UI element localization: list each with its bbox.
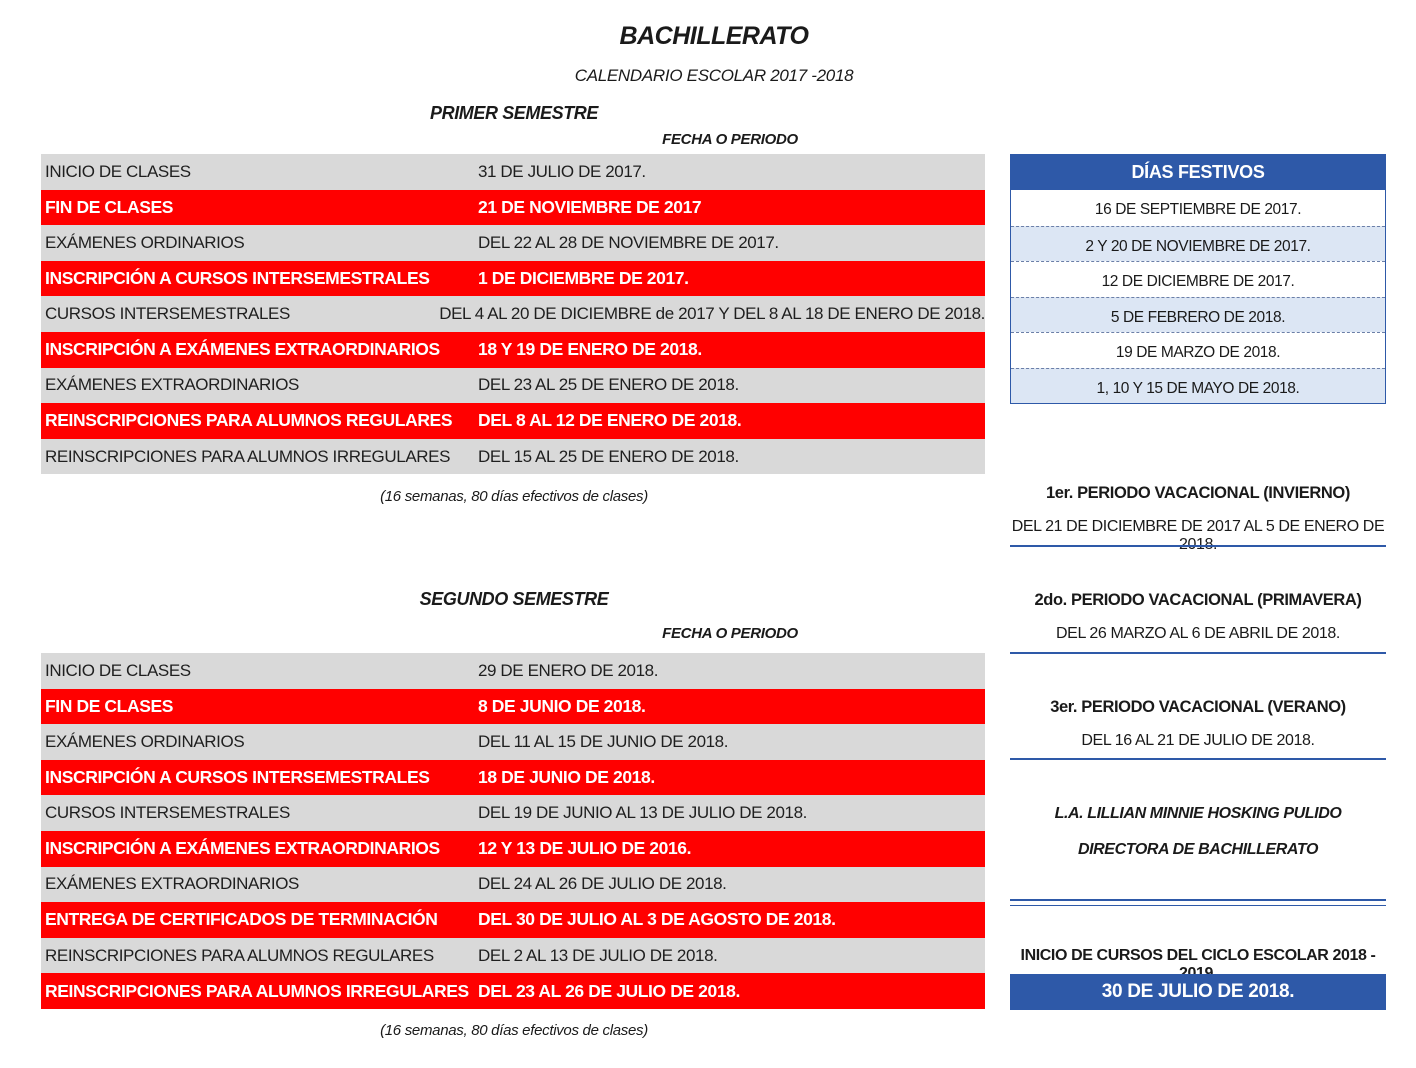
event-cell: EXÁMENES ORDINARIOS: [45, 731, 245, 751]
event-cell: REINSCRIPCIONES PARA ALUMNOS IRREGULARES: [45, 446, 451, 466]
table-row: [41, 724, 985, 760]
event-cell: INICIO DE CLASES: [45, 660, 191, 680]
date-cell: DEL 8 AL 12 DE ENERO DE 2018.: [478, 410, 742, 431]
date-cell: DEL 4 AL 20 DE DICIEMBRE de 2017 Y DEL 8 AL 18 DE ENERO DE 2018.: [439, 304, 985, 324]
semester1-column-header: FECHA O PERIODO: [662, 131, 798, 148]
event-cell: FIN DE CLASES: [45, 196, 174, 217]
event-cell: INSCRIPCIÓN A CURSOS INTERSEMESTRALES: [45, 767, 430, 788]
holidays-box: [1010, 154, 1386, 404]
divider: [1010, 758, 1386, 760]
table-row: [41, 296, 985, 332]
holiday-item: 12 DE DICIEMBRE DE 2017.: [1011, 261, 1385, 297]
semester2-title: SEGUNDO SEMESTRE: [419, 589, 609, 609]
table-row: [41, 689, 985, 725]
date-cell: DEL 2 AL 13 DE JULIO DE 2018.: [478, 945, 718, 965]
page-subtitle: CALENDARIO ESCOLAR 2017 -2018: [574, 66, 854, 85]
date-cell: 8 DE JUNIO DE 2018.: [478, 695, 646, 716]
table-row: [41, 225, 985, 261]
table-row: [41, 439, 985, 475]
double-divider: [1010, 899, 1386, 906]
event-cell: FIN DE CLASES: [45, 695, 174, 716]
event-cell: CURSOS INTERSEMESTRALES: [45, 304, 290, 324]
table-row: [41, 831, 985, 867]
table-row: [41, 332, 985, 368]
table-row: [41, 190, 985, 226]
event-cell: ENTREGA DE CERTIFICADOS DE TERMINACIÓN: [45, 909, 438, 930]
event-cell: EXÁMENES ORDINARIOS: [45, 232, 245, 252]
semester1-table: [41, 154, 985, 474]
event-cell: EXÁMENES EXTRAORDINARIOS: [45, 874, 299, 894]
date-cell: DEL 24 AL 26 DE JULIO DE 2018.: [478, 874, 727, 894]
event-cell: INICIO DE CLASES: [45, 161, 191, 181]
vacation-dates: DEL 21 DE DICIEMBRE DE 2017 AL 5 DE ENERO DE 2018.: [1011, 518, 1385, 553]
event-cell: EXÁMENES EXTRAORDINARIOS: [45, 375, 299, 395]
semester2-note: (16 semanas, 80 días efectivos de clases): [380, 1022, 648, 1039]
date-cell: DEL 11 AL 15 DE JUNIO DE 2018.: [478, 731, 729, 751]
table-row: [41, 760, 985, 796]
table-row: [41, 653, 985, 689]
event-cell: REINSCRIPCIONES PARA ALUMNOS REGULARES: [45, 410, 453, 431]
date-cell: DEL 22 AL 28 DE NOVIEMBRE DE 2017.: [478, 232, 779, 252]
holiday-item: 19 DE MARZO DE 2018.: [1011, 332, 1385, 368]
vacation-period-spring: [1010, 591, 1386, 643]
table-row: [41, 368, 985, 404]
divider: [1010, 652, 1386, 654]
date-cell: 18 Y 19 DE ENERO DE 2018.: [478, 339, 702, 360]
event-cell: CURSOS INTERSEMESTRALES: [45, 803, 290, 823]
holiday-item: 16 DE SEPTIEMBRE DE 2017.: [1094, 201, 1302, 218]
semester2-column-header: FECHA O PERIODO: [662, 625, 798, 642]
date-cell: DEL 15 AL 25 DE ENERO DE 2018.: [478, 446, 739, 466]
table-row: [41, 902, 985, 938]
date-cell: 1 DE DICIEMBRE DE 2017.: [478, 268, 689, 289]
table-row: [41, 867, 985, 903]
table-row: [41, 795, 985, 831]
date-cell: 21 DE NOVIEMBRE DE 2017: [478, 196, 702, 217]
vacation-period-summer: [1010, 698, 1386, 750]
date-cell: 12 Y 13 DE JULIO DE 2016.: [478, 838, 692, 859]
table-row: [41, 261, 985, 297]
table-row: [41, 403, 985, 439]
next-cycle-label: INICIO DE CURSOS DEL CICLO ESCOLAR 2018 -: [1020, 947, 1376, 964]
event-cell: REINSCRIPCIONES PARA ALUMNOS REGULARES: [45, 945, 434, 965]
semester1-note: (16 semanas, 80 días efectivos de clases): [380, 488, 648, 505]
event-cell: INSCRIPCIÓN A EXÁMENES EXTRAORDINARIOS: [45, 838, 440, 859]
date-cell: DEL 30 DE JULIO AL 3 DE AGOSTO DE 2018.: [478, 909, 836, 930]
vacation-title: 2do. PERIODO VACACIONAL (PRIMAVERA): [1034, 591, 1362, 609]
event-cell: INSCRIPCIÓN A CURSOS INTERSEMESTRALES: [45, 268, 430, 289]
signer-role: DIRECTORA DE BACHILLERATO: [1077, 841, 1319, 858]
table-row: [41, 973, 985, 1009]
event-cell: REINSCRIPCIONES PARA ALUMNOS IRREGULARES: [45, 980, 469, 1001]
vacation-title: 1er. PERIODO VACACIONAL (INVIERNO): [1046, 484, 1350, 502]
holiday-item: 5 DE FEBRERO DE 2018.: [1011, 297, 1385, 333]
table-row: [41, 154, 985, 190]
vacation-title: 3er. PERIODO VACACIONAL (VERANO): [1050, 698, 1346, 716]
next-cycle-date: 30 DE JULIO DE 2018.: [1010, 974, 1386, 1010]
date-cell: 29 DE ENERO DE 2018.: [478, 660, 659, 680]
semester1-title: PRIMER SEMESTRE: [429, 103, 599, 123]
holidays-title: DÍAS FESTIVOS: [1011, 155, 1385, 190]
divider: [1010, 545, 1386, 547]
vacation-dates: DEL 26 MARZO AL 6 DE ABRIL DE 2018.: [1056, 625, 1340, 642]
signer-name: L.A. LILLIAN MINNIE HOSKING PULIDO: [1054, 805, 1342, 822]
event-cell: INSCRIPCIÓN A EXÁMENES EXTRAORDINARIOS: [45, 339, 440, 360]
table-row: [41, 938, 985, 974]
holiday-item: 2 Y 20 DE NOVIEMBRE DE 2017.: [1011, 226, 1385, 262]
date-cell: DEL 19 DE JUNIO AL 13 DE JULIO DE 2018.: [478, 803, 807, 823]
vacation-dates: DEL 16 AL 21 DE JULIO DE 2018.: [1081, 732, 1315, 749]
vacation-period-winter: [1010, 484, 1386, 554]
semester2-table: [41, 653, 985, 1009]
date-cell: 31 DE JULIO DE 2017.: [478, 161, 646, 181]
date-cell: DEL 23 AL 25 DE ENERO DE 2018.: [478, 375, 739, 395]
page-title: BACHILLERATO: [619, 22, 809, 50]
date-cell: 18 DE JUNIO DE 2018.: [478, 767, 655, 788]
date-cell: DEL 23 AL 26 DE JULIO DE 2018.: [478, 980, 740, 1001]
holiday-item: 1, 10 Y 15 DE MAYO DE 2018.: [1011, 368, 1385, 404]
